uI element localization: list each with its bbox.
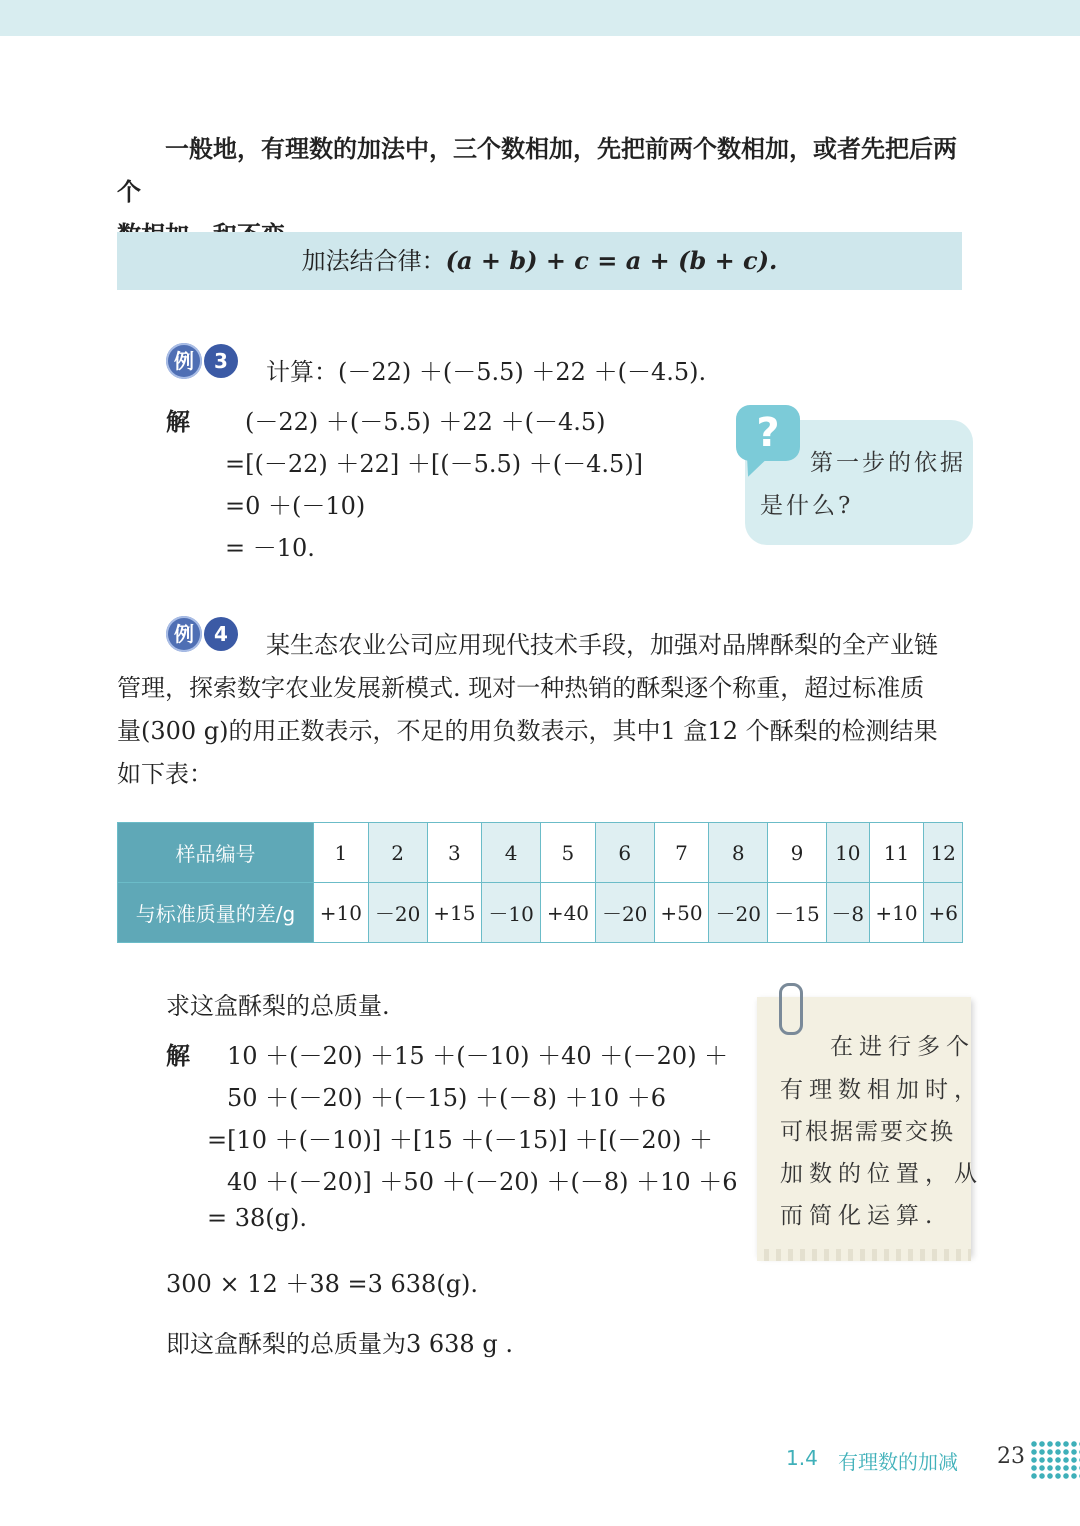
example-badge-char: 例 [166, 343, 202, 379]
bubble-text-line-1: 第一步的依据 [810, 450, 966, 476]
example-3-solution-label: 解 [166, 408, 190, 436]
table-cell: 12 [924, 823, 963, 883]
note-line-4: 加数的位置，从 [780, 1161, 983, 1187]
table-cell: +6 [924, 883, 963, 943]
rule-line-1: 一般地，有理数的加法中，三个数相加，先把前两个数相加，或者先把后两个 [117, 135, 957, 206]
footer-section-number: 1.4 [786, 1446, 818, 1470]
table-cell: －15 [768, 883, 827, 943]
example-3-step-2: =[(－22) ＋22] ＋[(－5.5) ＋(－4.5)] [225, 450, 644, 478]
table-cell: －10 [482, 883, 541, 943]
table-cell: +40 [541, 883, 596, 943]
note-line-3: 可根据需要交换 [780, 1119, 955, 1145]
law-formula: (a + b) + c = a + (b + c). [445, 246, 778, 275]
example-4-text-line-2: 管理，探索数字农业发展新模式. 现对一种热销的酥梨逐个称重，超过标准质 [117, 674, 925, 702]
table-cell: +15 [427, 883, 482, 943]
table-cell: 5 [541, 823, 596, 883]
example-3-step-3: =0 ＋(－10) [225, 492, 366, 520]
table-cell: 7 [654, 823, 709, 883]
table-cell: 4 [482, 823, 541, 883]
example-4-step-5: = 38(g). [207, 1204, 307, 1232]
table-row [118, 823, 963, 883]
table-cell: 1 [314, 823, 369, 883]
table-cell: 9 [768, 823, 827, 883]
page-number: 23 [997, 1444, 1025, 1469]
table-cell: 3 [427, 823, 482, 883]
top-band [0, 0, 1080, 36]
example-4-badge [166, 616, 238, 652]
example-4-step-3: =[10 ＋(－10)] ＋[15 ＋(－15)] ＋[(－20) ＋ [207, 1126, 713, 1154]
table-cell: 2 [368, 823, 427, 883]
note-line-2: 有理数相加时， [780, 1077, 983, 1103]
example-4-total-calc: 300 × 12 ＋38 =3 638(g). [166, 1270, 479, 1298]
example-4-step-1: 10 ＋(－20) ＋15 ＋(－10) ＋40 ＋(－20) ＋ [227, 1042, 729, 1070]
table-cell: +10 [869, 883, 924, 943]
example-3-prompt: 计算：(－22) ＋(－5.5) ＋22 ＋(－4.5). [266, 358, 707, 386]
example-4-text-line-3: 量(300 g)的用正数表示，不足的用负数表示，其中1 盒12 个酥梨的检测结果 [117, 717, 938, 745]
table-row [118, 883, 963, 943]
table-cell: 8 [709, 823, 768, 883]
table-cell: －20 [595, 883, 654, 943]
table-cell: 10 [826, 823, 869, 883]
example-badge-char: 例 [166, 616, 202, 652]
bubble-text-line-2: 是什么? [760, 493, 854, 519]
table-header-sample-id: 样品编号 [118, 823, 314, 883]
dot-pattern-icon [1030, 1440, 1080, 1480]
law-label: 加法结合律： [301, 247, 446, 275]
example-4-text-line-4: 如下表： [117, 760, 213, 788]
note-line-5: 而简化运算. [780, 1203, 939, 1229]
table-cell: +10 [314, 883, 369, 943]
example-badge-number: 4 [204, 617, 238, 651]
table-cell: 11 [869, 823, 924, 883]
example-4-step-4: 40 ＋(－20)] ＋50 ＋(－20) ＋(－8) ＋10 ＋6 [227, 1168, 738, 1196]
table-cell: +50 [654, 883, 709, 943]
example-4-text-line-1: 某生态农业公司应用现代技术手段，加强对品牌酥梨的全产业链 [266, 631, 938, 659]
example-4-solution-label: 解 [166, 1042, 190, 1070]
footer-section-title: 有理数的加减 [838, 1450, 958, 1474]
pear-weight-table [117, 822, 963, 943]
example-3-step-4: = －10. [225, 534, 315, 562]
associative-law-box [117, 232, 962, 290]
paperclip-icon [779, 983, 803, 1035]
question-mark-icon: ? [736, 405, 800, 461]
example-4-question: 求这盒酥梨的总质量. [166, 992, 390, 1020]
table-cell: －20 [709, 883, 768, 943]
table-cell: 6 [595, 823, 654, 883]
example-4-step-2: 50 ＋(－20) ＋(－15) ＋(－8) ＋10 ＋6 [227, 1084, 667, 1112]
example-3-step-1: (－22) ＋(－5.5) ＋22 ＋(－4.5) [245, 408, 606, 436]
note-line-1: 在进行多个 [830, 1034, 975, 1060]
table-cell: －20 [368, 883, 427, 943]
example-4-conclusion: 即这盒酥梨的总质量为3 638 g . [166, 1330, 513, 1358]
example-badge-number: 3 [204, 344, 238, 378]
example-3-badge [166, 343, 238, 379]
table-header-weight-diff: 与标准质量的差/g [118, 883, 314, 943]
table-cell: －8 [826, 883, 869, 943]
